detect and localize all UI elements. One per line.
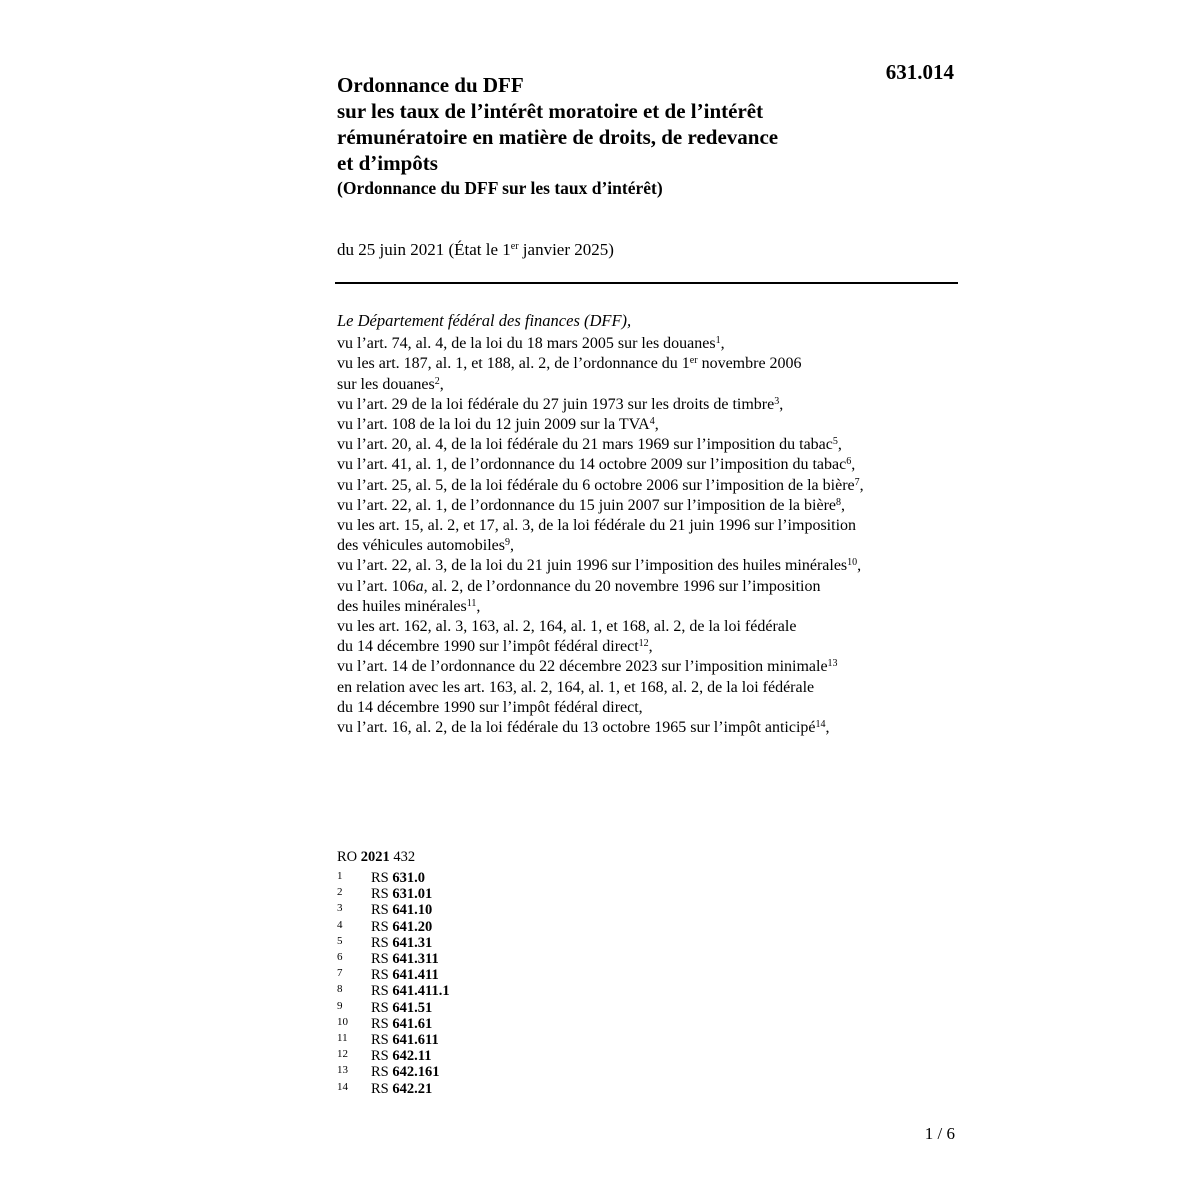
footnote-item	[337, 1081, 450, 1097]
preamble-text: du 14 décembre 1990 sur l’impôt fédéral direct,	[337, 698, 643, 716]
footnote-ref[interactable]: 2	[434, 375, 440, 387]
preamble-line	[337, 657, 957, 677]
footnote-ref[interactable]: 8	[836, 496, 841, 508]
footnotes	[337, 870, 450, 1097]
footnote-prefix: RS	[371, 951, 393, 968]
footnote-prefix: RS	[371, 902, 393, 919]
preamble-text: vu les art. 15, al. 2, et 17, al. 3, de la loi fédérale du 21 juin 1996 sur l’imposition	[337, 517, 857, 535]
preamble-lines	[337, 334, 957, 738]
footnote-number: 14	[337, 1080, 348, 1093]
preamble-text-after: ,	[476, 597, 481, 615]
short-title: (Ordonnance du DFF sur les taux d’intérêt)	[337, 178, 663, 198]
footnote-prefix: RS	[371, 918, 393, 935]
footnote-ref[interactable]: 3	[774, 395, 780, 407]
preamble-text-after: ,	[654, 416, 659, 434]
footnote-reference[interactable]: 641.20	[392, 918, 433, 935]
footnote-reference[interactable]: 631.01	[392, 886, 433, 903]
footnote-number: 9	[337, 999, 343, 1012]
preamble-text: des huiles minérales	[337, 597, 467, 615]
footnote-prefix: RS	[371, 1032, 393, 1049]
preamble-text: sur les douanes	[337, 375, 435, 393]
preamble-text-after: ,	[825, 719, 830, 737]
footnote-reference[interactable]: 641.311	[392, 951, 439, 968]
footnote-prefix: RS	[371, 999, 393, 1016]
footnote-reference[interactable]: 641.411	[392, 967, 439, 984]
footnote-ref[interactable]: 7	[854, 476, 860, 488]
footnote-number: 11	[337, 1032, 348, 1045]
preamble-text-after: novembre 2006	[697, 355, 802, 373]
preamble-text: vu l’art. 16, al. 2, de la loi fédérale du 13 octobre 1965 sur l’impôt anticipé	[337, 719, 816, 737]
preamble-text-after: ,	[859, 476, 864, 494]
date-superscript: er	[510, 241, 519, 252]
footnote-number: 10	[337, 1015, 348, 1028]
footnote-number: 8	[337, 983, 343, 996]
preamble-text-after: ,	[720, 335, 725, 353]
preamble-line	[337, 455, 957, 475]
footnote-reference[interactable]: 641.61	[392, 1015, 433, 1032]
preamble-text: vu l’art. 22, al. 1, de l’ordonnance du 15 juin 2007 sur l’imposition de la bière	[337, 496, 836, 514]
footnote-number: 7	[337, 967, 343, 980]
preamble-text: vu l’art. 22, al. 3, de la loi du 21 juin 1996 sur l’imposition des huiles minérales	[337, 557, 848, 575]
preamble-line	[337, 617, 957, 637]
date-line	[337, 240, 614, 260]
preamble-text-after: ,	[648, 638, 653, 656]
footnote-prefix: RS	[371, 1080, 393, 1097]
preamble-line	[337, 637, 957, 657]
footnote-reference[interactable]: 641.411.1	[392, 983, 450, 1000]
preamble-line	[337, 354, 957, 374]
ro-year: 2021	[360, 849, 390, 865]
preamble-line	[337, 496, 957, 516]
preamble-text: vu les art. 187, al. 1, et 188, al. 2, de l’ordonnance du 1	[337, 355, 690, 373]
footnote-reference[interactable]: 642.11	[392, 1048, 432, 1065]
ro-prefix: RO	[337, 849, 361, 865]
preamble-text: vu l’art. 25, al. 5, de la loi fédérale du 6 octobre 2006 sur l’imposition de la bière	[337, 476, 855, 494]
footnote-prefix: RS	[371, 967, 393, 984]
footnote-ref[interactable]: er	[689, 355, 698, 367]
footnote-prefix: RS	[371, 1015, 393, 1032]
footnote-prefix: RS	[371, 1048, 393, 1065]
preamble-text-after: ,	[841, 496, 845, 514]
preamble-text-after: ,	[837, 436, 842, 454]
footnote-number: 6	[337, 951, 343, 964]
footnote-ref[interactable]: 6	[846, 456, 852, 468]
preamble-line	[337, 476, 957, 496]
preamble-line	[337, 415, 957, 435]
department-line: Le Département fédéral des finances (DFF),	[337, 311, 632, 330]
footnote-reference[interactable]: 642.161	[392, 1064, 440, 1081]
date-suffix: janvier 2025)	[518, 240, 614, 259]
footnote-number: 13	[337, 1064, 348, 1077]
footnote-ref[interactable]: 13	[827, 658, 838, 670]
footnote-prefix: RS	[371, 1064, 393, 1081]
header-divider	[335, 282, 958, 284]
title-line: sur les taux de l’intérêt moratoire et de l’intérêt	[337, 99, 764, 123]
footnote-reference[interactable]: 642.21	[392, 1080, 433, 1097]
footnote-reference[interactable]: 641.611	[392, 1032, 439, 1049]
preamble-line	[337, 334, 957, 354]
preamble-line	[337, 597, 957, 617]
preamble-text-after: ,	[851, 456, 856, 474]
footnote-number: 4	[337, 918, 343, 931]
ro-reference	[337, 849, 415, 866]
title-line: et d’impôts	[337, 151, 438, 175]
footnote-ref[interactable]: 11	[466, 597, 477, 609]
preamble-text: en relation avec les art. 163, al. 2, 164, al. 1, et 168, al. 2, de la loi fédérale	[337, 678, 815, 696]
ro-page: 432	[389, 849, 416, 865]
preamble-text: vu l’art. 106a, al. 2, de l’ordonnance du 20 novembre 1996 sur l’imposition	[337, 577, 821, 595]
footnote-prefix: RS	[371, 934, 393, 951]
preamble-text-after: ,	[439, 375, 444, 393]
preamble-line	[337, 698, 957, 718]
preamble-line	[337, 718, 957, 738]
preamble-text-after: ,	[779, 395, 784, 413]
title-line: Ordonnance du DFF	[337, 73, 524, 97]
footnote-ref[interactable]: 9	[504, 537, 510, 549]
preamble-line	[337, 678, 957, 698]
preamble-text: vu l’art. 108 de la loi du 12 juin 2009 sur la TVA	[337, 416, 650, 434]
footnote-ref[interactable]: 10	[847, 557, 858, 569]
footnote-ref[interactable]: 1	[715, 335, 721, 347]
preamble-text: du 14 décembre 1990 sur l’impôt fédéral direct	[337, 638, 639, 656]
preamble-text: vu l’art. 74, al. 4, de la loi du 18 mars 2005 sur les douanes	[337, 335, 716, 353]
preamble	[337, 311, 957, 738]
preamble-text: vu l’art. 14 de l’ordonnance du 22 décembre 2023 sur l’imposition minimale	[337, 658, 828, 676]
footnote-reference[interactable]: 631.0	[392, 870, 425, 886]
footnote-prefix: RS	[371, 870, 393, 886]
preamble-text: des véhicules automobiles	[337, 537, 505, 555]
footnote-number: 5	[337, 934, 343, 947]
document-title	[337, 72, 897, 176]
footnote-reference[interactable]: 641.31	[392, 934, 433, 951]
preamble-line	[337, 395, 957, 415]
preamble-line	[337, 375, 957, 395]
footnote-number: 1	[337, 870, 343, 882]
preamble-text-after: ,	[857, 557, 862, 575]
page-number: 1 / 6	[924, 1124, 955, 1143]
footnote-number: 2	[337, 886, 343, 899]
title-line: rémunératoire en matière de droits, de redevance	[337, 125, 779, 149]
preamble-line	[337, 435, 957, 455]
footnote-prefix: RS	[371, 886, 393, 903]
footnote-reference[interactable]: 641.51	[392, 999, 433, 1016]
preamble-line	[337, 516, 957, 536]
footnote-ref[interactable]: 14	[815, 719, 826, 731]
preamble-text: vu l’art. 20, al. 4, de la loi fédérale du 21 mars 1969 sur l’imposition du tabac	[337, 436, 833, 454]
footnote-number: 12	[337, 1048, 348, 1061]
footnote-ref[interactable]: 4	[649, 416, 655, 428]
footnote-prefix: RS	[371, 983, 393, 1000]
preamble-line	[337, 536, 957, 556]
footnote-reference[interactable]: 641.10	[392, 902, 433, 919]
footnote-number: 3	[337, 902, 343, 915]
preamble-text-after: ,	[509, 537, 514, 555]
preamble-text: vu les art. 162, al. 3, 163, al. 2, 164, al. 1, et 168, al. 2, de la loi fédérale	[337, 618, 797, 636]
preamble-line	[337, 556, 957, 576]
sr-number: 631.014	[885, 60, 954, 84]
footnote-ref[interactable]: 5	[832, 436, 838, 448]
date-prefix: du 25 juin 2021 (État le 1	[337, 240, 511, 259]
preamble-text: vu l’art. 41, al. 1, de l’ordonnance du 14 octobre 2009 sur l’imposition du tabac	[337, 456, 847, 474]
preamble-text: vu l’art. 29 de la loi fédérale du 27 juin 1973 sur les droits de timbre	[337, 395, 775, 413]
footnote-ref[interactable]: 12	[638, 638, 649, 650]
preamble-line	[337, 577, 957, 597]
